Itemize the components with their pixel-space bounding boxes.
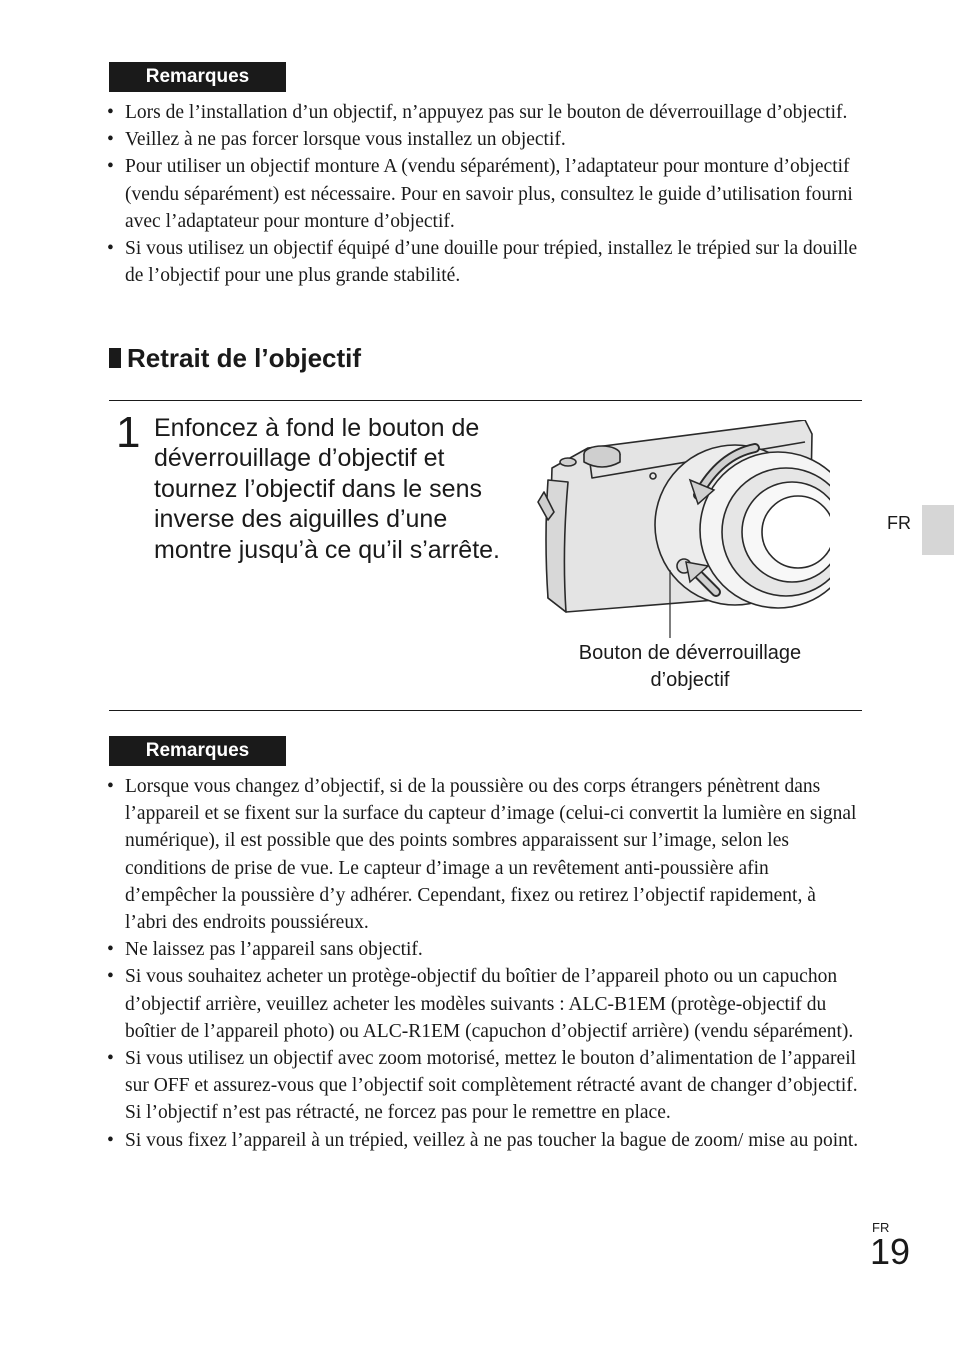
notes-badge-top: Remarques bbox=[109, 62, 286, 92]
camera-illustration bbox=[530, 420, 830, 650]
list-item: • Veillez à ne pas forcer lorsque vous installez un objectif. bbox=[107, 126, 862, 153]
divider-bottom bbox=[109, 710, 862, 711]
divider-top bbox=[109, 400, 862, 401]
notes-badge-bottom: Remarques bbox=[109, 736, 286, 766]
heading-marker-icon bbox=[109, 348, 121, 368]
side-tab bbox=[922, 505, 954, 555]
caption-line-2: d’objectif bbox=[650, 669, 730, 691]
list-item: • Lorsque vous changez d’objectif, si de la poussière ou des corps étrangers pénètrent dans l’appareil et se fixent sur la surface du capteur d’image (celui-ci convertit la lumière en signal numérique), il est possible que des points sombres apparaissent sur l’image, selon les conditions de prise de vue. Le capteur d’image a un revêtement anti-poussière afin d’empêcher la poussière d’y adhérer. Cependant, fixez ou retirez l’objectif rapidement, à l’abri des endroits poussiéreux. bbox=[107, 773, 862, 936]
list-item: • Si vous utilisez un objectif équipé d’une douille pour trépied, installez le trépied sur la douille de l’objectif pour une plus grande stabilité. bbox=[107, 235, 862, 289]
section-title: Retrait de l’objectif bbox=[127, 343, 362, 373]
step-number: 1 bbox=[116, 408, 141, 457]
figure-caption bbox=[545, 640, 835, 694]
notes-list-bottom bbox=[107, 773, 862, 1154]
list-item: • Pour utiliser un objectif monture A (vendu séparément), l’adaptateur pour monture d’objectif (vendu séparément) est nécessaire. Pour en savoir plus, consultez le guide d’utilisation fourni avec l’adaptateur pour monture d’objectif. bbox=[107, 153, 862, 235]
page-number: 19 bbox=[870, 1231, 911, 1272]
page-language: FR bbox=[872, 1220, 890, 1235]
notes-list-top bbox=[107, 99, 862, 289]
caption-line-1: Bouton de déverrouillage bbox=[578, 642, 802, 664]
list-item: • Si vous fixez l’appareil à un trépied, veillez à ne pas toucher la bague de zoom/ mise au point. bbox=[107, 1127, 862, 1154]
list-item: • Si vous utilisez un objectif avec zoom motorisé, mettez le bouton d’alimentation de l’appareil sur OFF et assurez-vous que l’objectif soit complètement rétracté avant de changer d’objectif. Si l’objectif n’est pas rétracté, ne forcez pas pour le remettre en place. bbox=[107, 1045, 862, 1127]
list-item: • Lors de l’installation d’un objectif, n’appuyez pas sur le bouton de déverrouillage d’objectif. bbox=[107, 99, 862, 126]
side-tab-label: FR bbox=[887, 513, 911, 533]
section-heading bbox=[109, 340, 361, 376]
list-item: • Ne laissez pas l’appareil sans objectif. bbox=[107, 936, 862, 963]
list-item: • Si vous souhaitez acheter un protège-objectif du boîtier de l’appareil photo ou un capuchon d’objectif arrière, veuillez acheter les modèles suivants : ALC-B1EM (protège-objectif du boîtier de l’appareil photo) ou ALC-R1EM (capuchon d’objectif arrière) (vendu séparément). bbox=[107, 963, 862, 1045]
step-text: Enfoncez à fond le bouton de déverrouillage d’objectif et tournez l’objectif dans le sens inverse des aiguilles d’une montre jusqu’à ce qu’il s’arrête. bbox=[154, 414, 500, 564]
